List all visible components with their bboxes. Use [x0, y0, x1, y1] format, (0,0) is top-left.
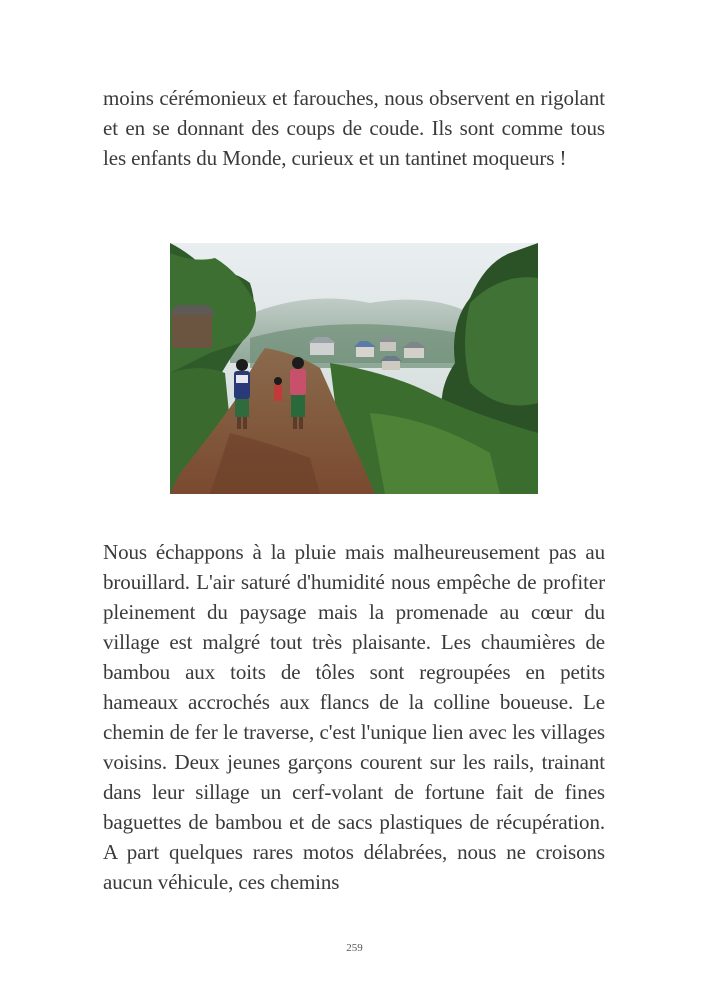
- page-number: 259: [346, 942, 363, 954]
- paragraph-main-text: Nous échappons à la pluie mais malheureusement pas au brouillard. L'air saturé d'humidité nous empêche de profiter pleinement du paysage mais la promenade au cœur du village est malgré tout très plaisante. Les chaumières de bambou aux toits de tôles sont regroupées en petits hameaux accrochés aux flancs de la colline boueuse. Le chemin de fer le traverse, c'est l'unique lien avec les villages voisins. Deux jeunes garçons courent sur les rails, trainant dans leur sillage un cerf-volant de fortune fait de fines baguettes de bambou et de sacs plastiques de récupération. A part quelques rares motos délabrées, nous ne croisons aucun véhicule, ces chemins: [103, 540, 605, 894]
- paragraph-top: [103, 83, 605, 173]
- paragraph-main: [103, 537, 605, 897]
- paragraph-top-text: moins cérémonieux et farouches, nous observent en rigolant et en se donnant des coups de coude. Ils sont comme tous les enfants du Monde, curieux et un tantinet moqueurs !: [103, 86, 605, 170]
- village-path-photo: [170, 243, 538, 494]
